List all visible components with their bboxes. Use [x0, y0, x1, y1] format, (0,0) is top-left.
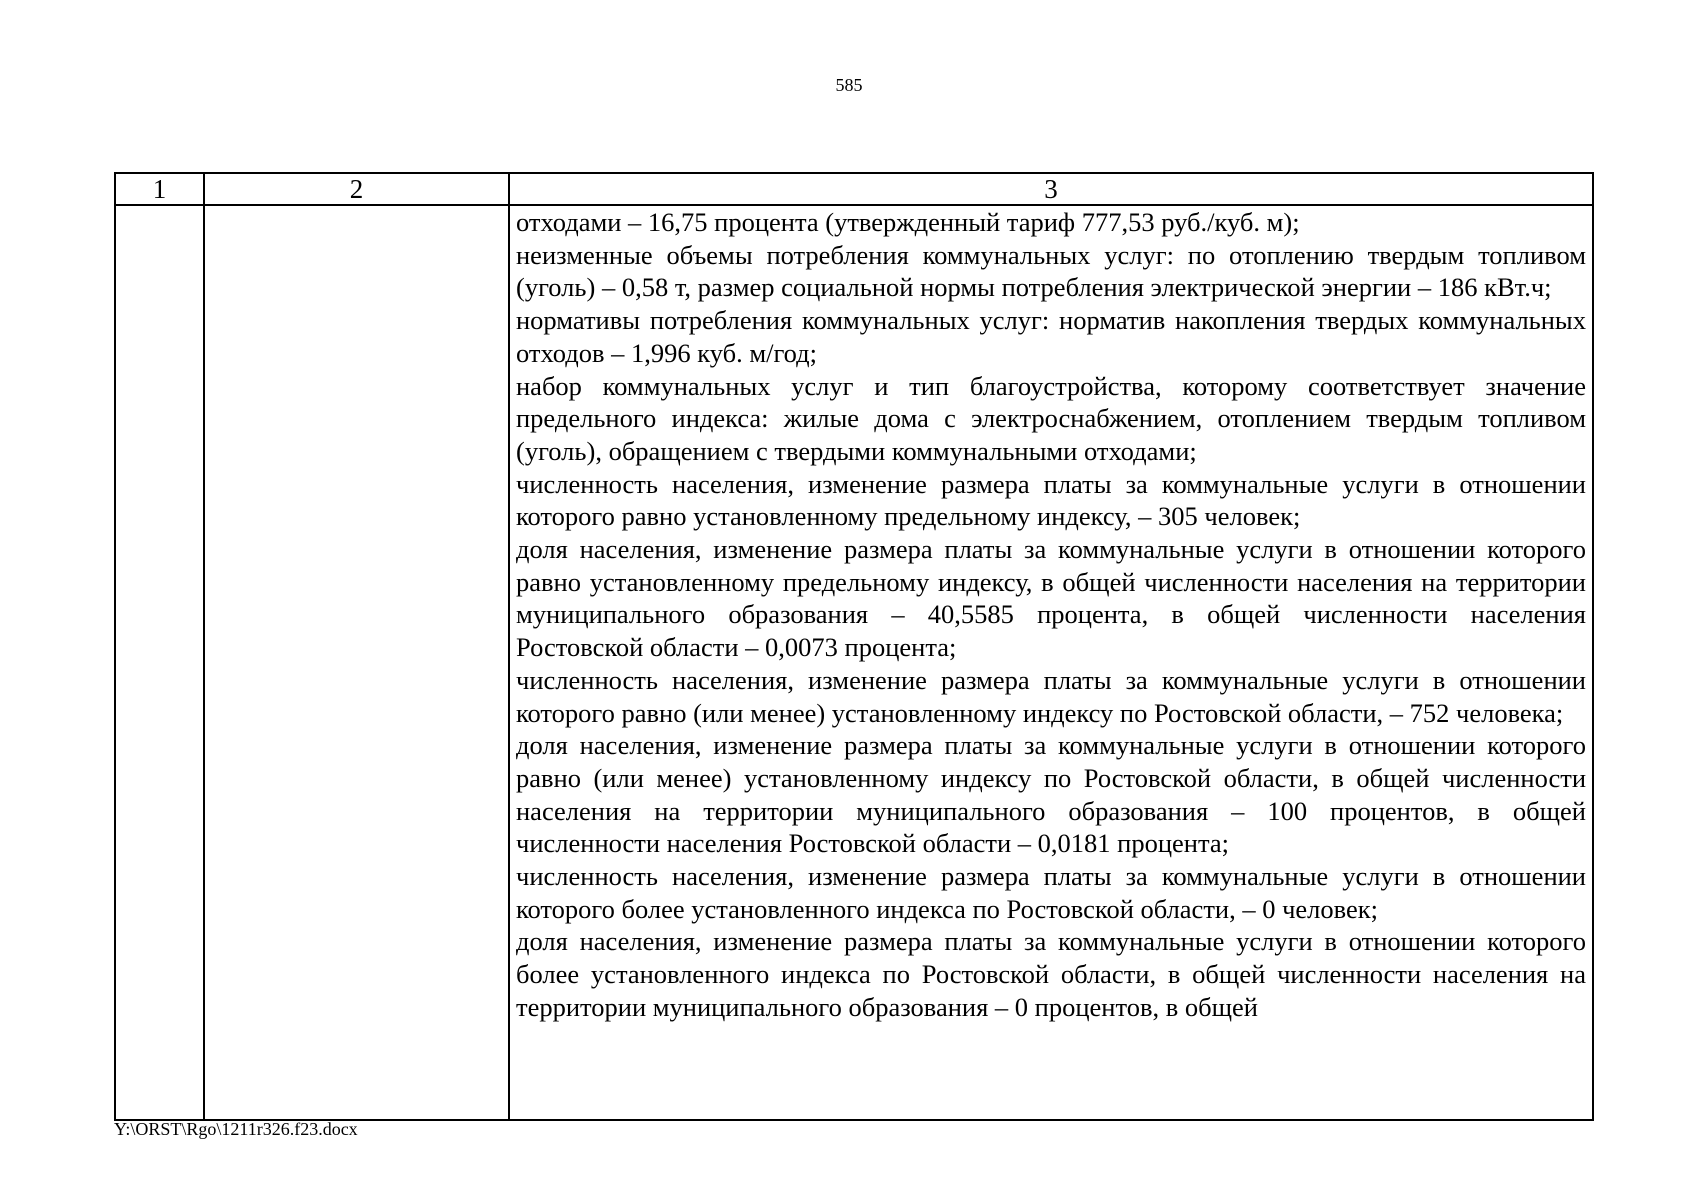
document-table — [114, 172, 1594, 1121]
paragraph-share-equal-limit: доля населения, изменение размера платы за коммунальные услуги в отношении которого равно установленному предельному индексу, в общей численности населения на территории муниципального образования – 40,5585 процента, в общей численности населения Ростовской области – 0,0073 процента; — [516, 534, 1586, 663]
paragraph-consumption-norms: нормативы потребления коммунальных услуг: норматив накопления твердых коммунальных отходов – 1,996 куб. м/год; — [516, 305, 1586, 368]
paragraph-consumption-volumes: неизменные объемы потребления коммунальных услуг: по отоплению твердым топливом (уголь) – 0,58 т, размер социальной нормы потребления электрической энергии – 186 кВт.ч; — [516, 239, 1586, 303]
paragraph-population-equal-limit: численность населения, изменение размера платы за коммунальные услуги в отношении которого равно установленному предельному индексу, – 305 человек; — [516, 468, 1586, 532]
table-header-row — [115, 173, 1593, 205]
paragraph-share-equal-or-less: доля населения, изменение размера платы за коммунальные услуги в отношении которого равно (или менее) установленному индексу по Ростовской области, в общей численности населения на территории муниципального образования – 100 процентов, в общей численности населения Ростовской области – 0,0181 процента; — [516, 730, 1586, 859]
paragraph-population-equal-or-less: численность населения, изменение размера платы за коммунальные услуги в отношении которого равно (или менее) установленному индексу по Ростовской области, – 752 человека; — [516, 664, 1586, 728]
footer-file-path: Y:\ORST\Rgo\1211r326.f23.docx — [114, 1119, 358, 1139]
page-number: 585 — [835, 75, 863, 95]
table-row — [115, 205, 1593, 1120]
column-header-3: 3 — [509, 173, 1593, 205]
column-header-1: 1 — [115, 173, 204, 205]
paragraph-share-above: доля населения, изменение размера платы за коммунальные услуги в отношении которого более установленного индекса по Ростовской области, в общей численности населения на территории муниципального образования – 0 процентов, в общей — [516, 926, 1586, 1022]
paragraph-population-above: численность населения, изменение размера платы за коммунальные услуги в отношении которого более установленного индекса по Ростовской области, – 0 человек; — [516, 861, 1586, 924]
paragraph-tariff-continuation: отходами – 16,75 процента (утвержденный тариф 777,53 руб./куб. м); — [516, 207, 1300, 237]
column-header-2: 2 — [204, 173, 509, 205]
column-3-cell — [509, 205, 1593, 1120]
paragraph-service-set: набор коммунальных услуг и тип благоустройства, которому соответствует значение предельного индекса: жилые дома с электроснабжением, отоплением твердым топливом (уголь), обращением с твердыми коммунальными отходами; — [516, 370, 1586, 466]
column-2-cell — [204, 205, 509, 1120]
column-1-cell — [115, 205, 204, 1120]
